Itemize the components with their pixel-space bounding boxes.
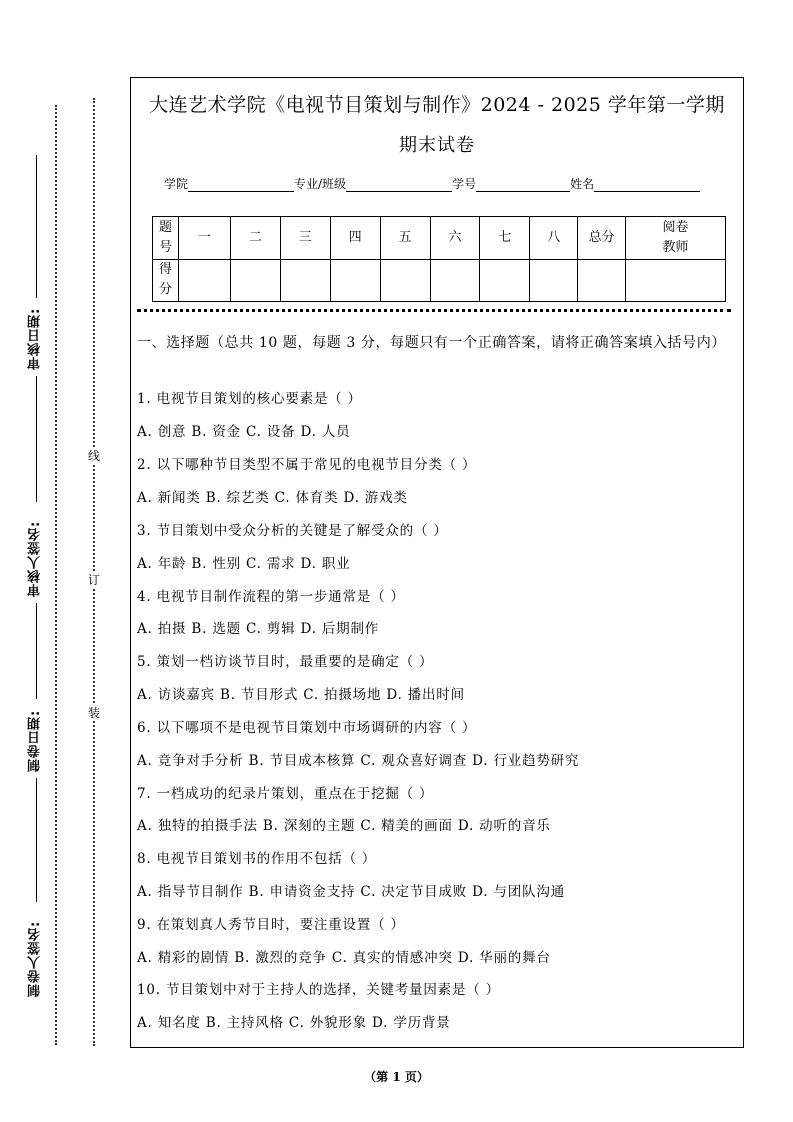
maker-date-label: 制卷日期: — [28, 709, 43, 772]
maker-sign-line — [36, 778, 37, 902]
col-header: 五 — [380, 217, 430, 260]
question-4-options: A. 拍摄 B. 选题 C. 剪辑 D. 后期制作 — [137, 621, 380, 637]
reviewer-teacher-header: 阅卷 教师 — [626, 217, 726, 260]
score-table-score-row — [153, 259, 726, 302]
question-9-options: A. 精彩的剧情 B. 激烈的竞争 C. 真实的情感冲突 D. 华丽的舞台 — [137, 950, 551, 966]
score-cell[interactable] — [330, 259, 380, 302]
score-cell[interactable] — [530, 259, 578, 302]
total-score-header: 总分 — [578, 217, 626, 260]
question-6: 6. 以下哪项不是电视节目策划中市场调研的内容（ ） — [137, 720, 477, 736]
major-class-field[interactable] — [346, 177, 452, 192]
question-5-options: A. 访谈嘉宾 B. 节目形式 C. 拍摄场地 D. 播出时间 — [137, 687, 465, 703]
col-header: 四 — [330, 217, 380, 260]
name-label: 姓名 — [570, 177, 595, 191]
reviewer-date-line — [36, 155, 37, 298]
college-field[interactable] — [188, 177, 294, 192]
maker-date-line — [36, 603, 37, 699]
binding-char-line: 线 — [87, 449, 100, 463]
binding-char-install: 装 — [87, 706, 100, 720]
major-class-label: 专业/班级 — [294, 177, 347, 191]
exam-title: 大连艺术学院《电视节目策划与制作》2024 - 2025 学年第一学期 — [149, 94, 725, 116]
score-table — [152, 216, 726, 302]
reviewer-date-label: 审核日期: — [28, 307, 43, 370]
page-number: （第 1 页） — [364, 1070, 429, 1084]
question-4: 4. 电视节目制作流程的第一步通常是（ ） — [137, 589, 405, 605]
exam-paper — [130, 77, 744, 1048]
col-header: 七 — [480, 217, 530, 260]
question-8-options: A. 指导节目制作 B. 申请资金支持 C. 决定节目成败 D. 与团队沟通 — [137, 884, 565, 900]
binding-char-bind: 订 — [87, 573, 100, 587]
question-3-options: A. 年龄 B. 性别 C. 需求 D. 职业 — [137, 556, 351, 572]
question-1: 1. 电视节目策划的核心要素是（ ） — [137, 391, 362, 407]
separator-dotted-line — [137, 309, 731, 312]
reviewer-sign-label: 审核人签名: — [28, 520, 43, 597]
question-7: 7. 一档成功的纪录片策划，重点在于挖掘（ ） — [137, 786, 434, 802]
reviewer-teacher-cell[interactable] — [626, 259, 726, 302]
score-label: 得 分 — [153, 259, 179, 302]
college-label: 学院 — [164, 177, 189, 191]
question-7-options: A. 独特的拍摄手法 B. 深刻的主题 C. 精美的画面 D. 动听的音乐 — [137, 818, 551, 834]
binding-dotted-line-left — [55, 105, 57, 1045]
question-8: 8. 电视节目策划书的作用不包括（ ） — [137, 851, 377, 867]
col-header: 六 — [430, 217, 480, 260]
question-10-options: A. 知名度 B. 主持风格 C. 外貌形象 D. 学历背景 — [137, 1015, 451, 1031]
exam-subtitle: 期末试卷 — [399, 135, 475, 156]
score-cell[interactable] — [480, 259, 530, 302]
score-cell[interactable] — [380, 259, 430, 302]
question-1-options: A. 创意 B. 资金 C. 设备 D. 人员 — [137, 424, 351, 440]
col-header: 八 — [530, 217, 578, 260]
score-cell[interactable] — [430, 259, 480, 302]
score-cell[interactable] — [178, 259, 230, 302]
total-score-cell[interactable] — [578, 259, 626, 302]
question-2-options: A. 新闻类 B. 综艺类 C. 体育类 D. 游戏类 — [137, 490, 408, 506]
reviewer-sign-line — [36, 376, 37, 502]
section-1-heading: 一、选择题（总共 10 题，每题 3 分，每题只有一个正确答案，请将正确答案填入括号内） — [137, 335, 726, 351]
student-id-label: 学号 — [452, 177, 477, 191]
student-info-row — [164, 175, 700, 192]
col-header: 一 — [178, 217, 230, 260]
col-header: 三 — [280, 217, 330, 260]
question-3: 3. 节目策划中受众分析的关键是了解受众的（ ） — [137, 523, 448, 539]
score-table-header-row — [153, 217, 726, 260]
col-header: 二 — [230, 217, 280, 260]
question-2: 2. 以下哪种节目类型不属于常见的电视节目分类（ ） — [137, 457, 477, 473]
question-10: 10. 节目策划中对于主持人的选择，关键考量因素是（ ） — [137, 982, 500, 998]
question-5: 5. 策划一档访谈节目时，最重要的是确定（ ） — [137, 654, 434, 670]
score-cell[interactable] — [230, 259, 280, 302]
name-field[interactable] — [594, 177, 700, 192]
question-9: 9. 在策划真人秀节目时，要注重设置（ ） — [137, 917, 405, 933]
maker-sign-label: 制卷人签名: — [28, 920, 43, 997]
student-id-field[interactable] — [476, 177, 570, 192]
question-number-label: 题 号 — [153, 217, 179, 260]
score-cell[interactable] — [280, 259, 330, 302]
question-6-options: A. 竞争对手分析 B. 节目成本核算 C. 观众喜好调查 D. 行业趋势研究 — [137, 753, 580, 769]
